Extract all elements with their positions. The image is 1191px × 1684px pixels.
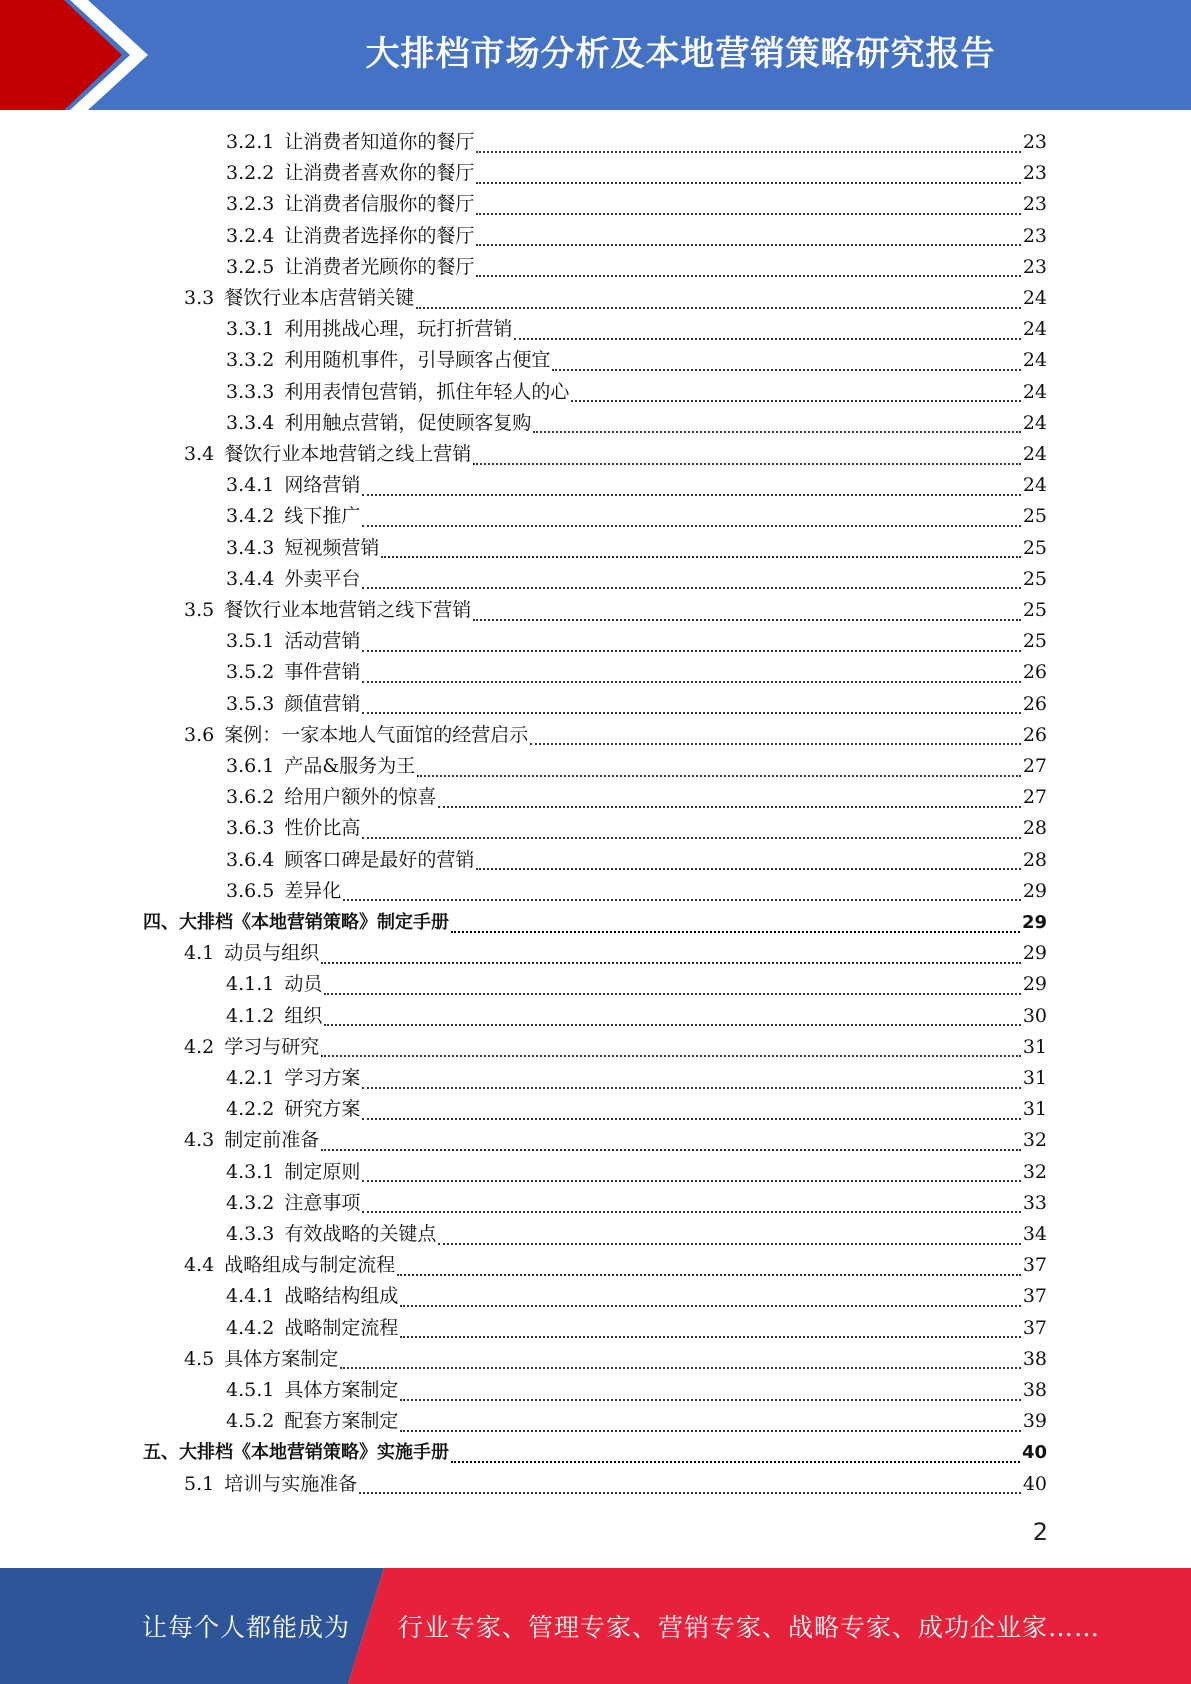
toc-entry-number: 3.5.1: [226, 630, 275, 653]
toc-entry[interactable]: [226, 1313, 1047, 1344]
toc-entry[interactable]: [184, 595, 1047, 626]
toc-entry-number: 3.4.2: [226, 505, 275, 528]
toc-entry-title: 让消费者光顾你的餐厅: [284, 255, 475, 278]
toc-entry-title: 五、大排档《本地营销策略》实施手册: [143, 1442, 449, 1464]
toc-entry-number: 3.3.4: [226, 411, 275, 434]
toc-entry-number: 4.2.2: [226, 1098, 275, 1121]
toc-entry[interactable]: [184, 1344, 1047, 1375]
toc-entry-title: 颜值营销: [284, 692, 361, 715]
toc-dot-leader: [362, 712, 1020, 714]
toc-entry-page: 40: [1021, 1442, 1047, 1464]
toc-entry-page: 37: [1022, 1285, 1047, 1308]
toc-entry[interactable]: [226, 533, 1047, 564]
toc-entry[interactable]: [226, 221, 1047, 252]
toc-entry[interactable]: [226, 782, 1047, 813]
toc-entry-title: 利用表情包营销，抓住年轻人的心: [284, 380, 570, 403]
toc-entry[interactable]: [143, 1437, 1047, 1468]
toc-dot-leader: [362, 1087, 1020, 1089]
toc-dot-leader: [321, 1149, 1021, 1151]
toc-dot-leader: [340, 1367, 1021, 1369]
toc-entry-number: 4.1.1: [226, 973, 275, 996]
toc-dot-leader: [324, 993, 1020, 995]
toc-entry-number: 3.6.1: [226, 755, 275, 777]
toc-entry-number: 3.3.2: [226, 349, 275, 372]
toc-dot-leader: [530, 743, 1021, 745]
footer-slogan-left: 让每个人都能成为: [142, 1613, 351, 1642]
toc-entry-title: 线下推广: [284, 505, 361, 528]
toc-dot-leader: [533, 431, 1020, 433]
toc-entry-number: 3.2.2: [226, 162, 275, 185]
toc-entry-page: 27: [1022, 786, 1047, 809]
toc-entry[interactable]: [226, 751, 1047, 782]
toc-entry[interactable]: [226, 1063, 1047, 1094]
toc-dot-leader: [321, 1055, 1021, 1057]
toc-entry-number: 3.4.3: [226, 536, 275, 559]
toc-entry-page: 25: [1022, 505, 1047, 528]
toc-entry[interactable]: [184, 720, 1047, 751]
toc-entry[interactable]: [143, 907, 1047, 938]
toc-dot-leader: [400, 1430, 1020, 1432]
toc-dot-leader: [476, 275, 1020, 277]
toc-entry[interactable]: [184, 283, 1047, 314]
toc-entry[interactable]: [226, 345, 1047, 376]
toc-dot-leader: [451, 1461, 1020, 1463]
toc-entry-page: 26: [1022, 723, 1047, 746]
toc-entry-page: 31: [1022, 1035, 1047, 1058]
toc-entry-page: 23: [1022, 193, 1047, 216]
toc-entry-page: 31: [1022, 1067, 1047, 1089]
toc-entry[interactable]: [226, 252, 1047, 283]
toc-entry-title: 活动营销: [284, 630, 361, 653]
toc-entry-number: 3.3.1: [226, 318, 275, 341]
toc-dot-leader: [362, 1118, 1020, 1120]
toc-entry-number: 3.6.3: [226, 817, 275, 840]
toc-entry[interactable]: [226, 1157, 1047, 1188]
toc-entry-number: 3.6.2: [226, 786, 275, 809]
page-number: 2: [1032, 1518, 1048, 1546]
toc-entry-title: 学习与研究: [224, 1035, 320, 1058]
toc-entry[interactable]: [226, 189, 1047, 220]
footer-banner: [0, 1568, 1191, 1684]
header-banner: [0, 0, 1191, 110]
toc-entry[interactable]: [226, 127, 1047, 158]
toc-entry-number: 4.5.2: [226, 1410, 275, 1433]
toc-entry-number: 4.1: [184, 942, 215, 965]
toc-entry[interactable]: [226, 1406, 1047, 1437]
toc-entry[interactable]: [226, 1094, 1047, 1125]
toc-entry-title: 餐饮行业本店营销关键: [224, 287, 415, 309]
toc-dot-leader: [362, 494, 1020, 496]
toc-entry[interactable]: [184, 1250, 1047, 1281]
toc-entry-title: 让消费者信服你的餐厅: [284, 193, 475, 216]
toc-entry-number: 4.4.2: [226, 1316, 275, 1339]
toc-dot-leader: [473, 619, 1021, 621]
toc-entry-page: 23: [1022, 255, 1047, 278]
toc-entry-page: 39: [1022, 1410, 1047, 1433]
toc-dot-leader: [514, 338, 1020, 340]
toc-entry-page: 37: [1022, 1316, 1047, 1339]
toc-entry[interactable]: [226, 408, 1047, 439]
toc-entry-page: 28: [1022, 848, 1047, 871]
toc-entry-page: 29: [1022, 973, 1047, 996]
toc-dot-leader: [362, 681, 1020, 683]
toc-dot-leader: [362, 650, 1020, 652]
toc-dot-leader: [476, 244, 1020, 246]
toc-entry-page: 23: [1022, 224, 1047, 247]
toc-entry-number: 4.3.1: [226, 1160, 275, 1183]
toc-entry-number: 3.4.1: [226, 474, 275, 497]
toc-dot-leader: [552, 369, 1020, 371]
toc-entry-page: 30: [1022, 1004, 1047, 1027]
toc-entry-title: 让消费者喜欢你的餐厅: [284, 162, 475, 185]
toc-entry-number: 3.2.4: [226, 224, 275, 247]
toc-entry-page: 25: [1022, 567, 1047, 590]
toc-dot-leader: [362, 1211, 1020, 1213]
toc-entry-title: 战略结构组成: [284, 1285, 399, 1308]
toc-entry[interactable]: [226, 314, 1047, 345]
toc-entry-page: 24: [1022, 411, 1047, 434]
toc-entry-number: 4.1.2: [226, 1004, 275, 1027]
toc-dot-leader: [381, 556, 1020, 558]
toc-entry-title: 让消费者知道你的餐厅: [284, 131, 475, 153]
toc-entry-title: 配套方案制定: [284, 1410, 399, 1433]
toc-entry-page: 34: [1022, 1223, 1047, 1245]
toc-entry[interactable]: [226, 470, 1047, 501]
toc-entry-page: 37: [1022, 1254, 1047, 1277]
toc-entry-number: 4.3.2: [226, 1191, 275, 1214]
toc-entry[interactable]: [226, 876, 1047, 907]
toc-entry-title: 事件营销: [284, 661, 361, 684]
toc-dot-leader: [362, 837, 1020, 839]
toc-dot-leader: [321, 962, 1021, 964]
toc-entry-page: 28: [1022, 817, 1047, 840]
toc-entry-page: 32: [1022, 1160, 1047, 1183]
toc-entry-number: 3.3.3: [226, 380, 275, 403]
toc-entry-page: 23: [1022, 131, 1047, 153]
toc-entry[interactable]: [226, 158, 1047, 189]
toc-dot-leader: [400, 1399, 1020, 1401]
toc-entry[interactable]: [184, 1032, 1047, 1063]
toc-entry-title: 餐饮行业本地营销之线下营销: [224, 599, 472, 621]
toc-entry[interactable]: [226, 377, 1047, 408]
toc-dot-leader: [417, 775, 1021, 777]
toc-entry-number: 3.2.5: [226, 255, 275, 278]
toc-dot-leader: [473, 463, 1021, 465]
toc-entry-page: 26: [1022, 661, 1047, 684]
toc-entry[interactable]: [226, 564, 1047, 595]
toc-entry[interactable]: [184, 1469, 1047, 1500]
toc-entry-title: 有效战略的关键点: [284, 1223, 437, 1245]
toc-entry-page: 29: [1022, 942, 1047, 965]
toc-entry-page: 25: [1022, 599, 1047, 621]
toc-dot-leader: [451, 931, 1020, 933]
toc-dot-leader: [362, 587, 1020, 589]
toc-dot-leader: [359, 1492, 1021, 1494]
toc-entry-number: 3.6.5: [226, 879, 275, 902]
toc-entry-number: 5.1: [184, 1472, 215, 1495]
toc-entry-title: 动员与组织: [224, 942, 320, 965]
toc-entry-page: 33: [1022, 1191, 1047, 1214]
toc-dot-leader: [571, 400, 1020, 402]
toc-entry-number: 3.2.3: [226, 193, 275, 216]
toc-dot-leader: [438, 806, 1020, 808]
toc-entry-page: 24: [1022, 474, 1047, 497]
toc-entry[interactable]: [226, 969, 1047, 1000]
toc-entry-title: 培训与实施准备: [224, 1472, 358, 1495]
toc-dot-leader: [416, 307, 1021, 309]
toc-entry-number: 4.5: [184, 1347, 215, 1370]
toc-entry[interactable]: [226, 689, 1047, 720]
toc-entry-page: 29: [1021, 912, 1047, 933]
toc-entry-title: 案例：一家本地人气面馆的经营启示: [224, 723, 529, 746]
toc-entry-number: 3.5.2: [226, 661, 275, 684]
toc-dot-leader: [476, 868, 1020, 870]
toc-dot-leader: [324, 1024, 1020, 1026]
toc-entry-number: 3.6: [184, 723, 215, 746]
toc-entry-number: 4.4: [184, 1254, 215, 1277]
toc-entry[interactable]: [226, 1188, 1047, 1219]
toc-entry-page: 24: [1022, 349, 1047, 372]
toc-entry[interactable]: [226, 1001, 1047, 1032]
toc-entry-page: 27: [1022, 755, 1047, 777]
toc-entry-page: 31: [1022, 1098, 1047, 1121]
toc-dot-leader: [400, 1305, 1020, 1307]
toc-entry-number: 3.4: [184, 443, 215, 465]
toc-entry-page: 29: [1022, 879, 1047, 902]
toc-entry[interactable]: [226, 1219, 1047, 1250]
toc-entry-page: 25: [1022, 536, 1047, 559]
toc-entry-title: 网络营销: [284, 474, 361, 497]
toc-entry-page: 24: [1022, 380, 1047, 403]
toc-entry-title: 给用户额外的惊喜: [284, 786, 437, 809]
toc-entry-title: 组织: [284, 1004, 323, 1027]
toc-entry-number: 3.2.1: [226, 131, 275, 153]
toc-entry-page: 32: [1022, 1129, 1047, 1152]
toc-entry[interactable]: [226, 626, 1047, 657]
toc-entry[interactable]: [226, 813, 1047, 844]
toc-entry-number: 3.4.4: [226, 567, 275, 590]
toc-entry[interactable]: [226, 1375, 1047, 1406]
toc-entry-title: 外卖平台: [284, 567, 361, 590]
toc-entry-title: 短视频营销: [284, 536, 380, 559]
toc-dot-leader: [343, 899, 1020, 901]
toc-entry-page: 38: [1022, 1379, 1047, 1401]
toc-entry-number: 4.2.1: [226, 1067, 275, 1089]
toc-entry-title: 四、大排档《本地营销策略》制定手册: [143, 912, 449, 933]
toc-entry-title: 学习方案: [284, 1067, 361, 1089]
toc-entry[interactable]: [184, 938, 1047, 969]
toc-entry-title: 具体方案制定: [284, 1379, 399, 1401]
toc-dot-leader: [362, 1180, 1020, 1182]
toc-entry[interactable]: [226, 657, 1047, 688]
toc-dot-leader: [397, 1274, 1021, 1276]
toc-entry-page: 24: [1022, 287, 1047, 309]
toc-entry-title: 制定前准备: [224, 1129, 320, 1152]
toc-entry-number: 3.3: [184, 287, 215, 309]
toc-entry[interactable]: [226, 845, 1047, 876]
toc-entry-title: 产品&服务为王: [284, 755, 416, 777]
toc-entry[interactable]: [184, 439, 1047, 470]
toc-entry-title: 研究方案: [284, 1098, 361, 1121]
toc-entry-title: 具体方案制定: [224, 1347, 339, 1370]
toc-entry[interactable]: [184, 1125, 1047, 1156]
toc-entry-number: 3.5.3: [226, 692, 275, 715]
toc-entry-page: 24: [1022, 318, 1047, 341]
toc-entry-title: 性价比高: [284, 817, 361, 840]
toc-entry[interactable]: [226, 1281, 1047, 1312]
toc-entry-number: 3.6.4: [226, 848, 275, 871]
toc-entry-page: 23: [1022, 162, 1047, 185]
toc-entry-title: 利用随机事件，引导顾客占便宜: [284, 349, 551, 372]
toc-entry-title: 注意事项: [284, 1191, 361, 1214]
toc-entry-title: 餐饮行业本地营销之线上营销: [224, 443, 472, 465]
toc-entry-title: 战略制定流程: [284, 1316, 399, 1339]
toc-entry-title: 制定原则: [284, 1160, 361, 1183]
toc-entry-title: 差异化: [284, 879, 342, 902]
toc-entry-number: 4.5.1: [226, 1379, 275, 1401]
toc-entry-number: 4.2: [184, 1035, 215, 1058]
toc-entry-number: 4.3: [184, 1129, 215, 1152]
toc-entry[interactable]: [226, 501, 1047, 532]
toc-entry-number: 4.4.1: [226, 1285, 275, 1308]
toc-entry-title: 利用挑战心理，玩打折营销: [284, 318, 513, 341]
toc-entry-title: 战略组成与制定流程: [224, 1254, 396, 1277]
toc-entry-title: 顾客口碑是最好的营销: [284, 848, 475, 871]
toc-entry-title: 让消费者选择你的餐厅: [284, 224, 475, 247]
toc-dot-leader: [400, 1336, 1020, 1338]
toc-entry-page: 26: [1022, 692, 1047, 715]
toc-entry-number: 3.5: [184, 599, 215, 621]
toc-entry-page: 38: [1022, 1347, 1047, 1370]
toc-dot-leader: [362, 525, 1020, 527]
footer-slogan-right: 行业专家、管理专家、营销专家、战略专家、成功企业家……: [398, 1613, 1101, 1642]
toc-entry-title: 利用触点营销，促使顾客复购: [284, 411, 532, 434]
toc-entry-number: 4.3.3: [226, 1223, 275, 1245]
toc-entry-title: 动员: [284, 973, 323, 996]
chevron-arrow-icon: [0, 0, 160, 110]
toc-dot-leader: [438, 1243, 1020, 1245]
toc-entry-page: 24: [1022, 443, 1047, 465]
toc-dot-leader: [476, 182, 1020, 184]
document-title: 大排档市场分析及本地营销策略研究报告: [365, 34, 996, 74]
toc-entry-page: 40: [1022, 1472, 1047, 1495]
toc-entry-page: 25: [1022, 630, 1047, 653]
toc-dot-leader: [476, 213, 1020, 215]
toc-dot-leader: [476, 151, 1020, 153]
